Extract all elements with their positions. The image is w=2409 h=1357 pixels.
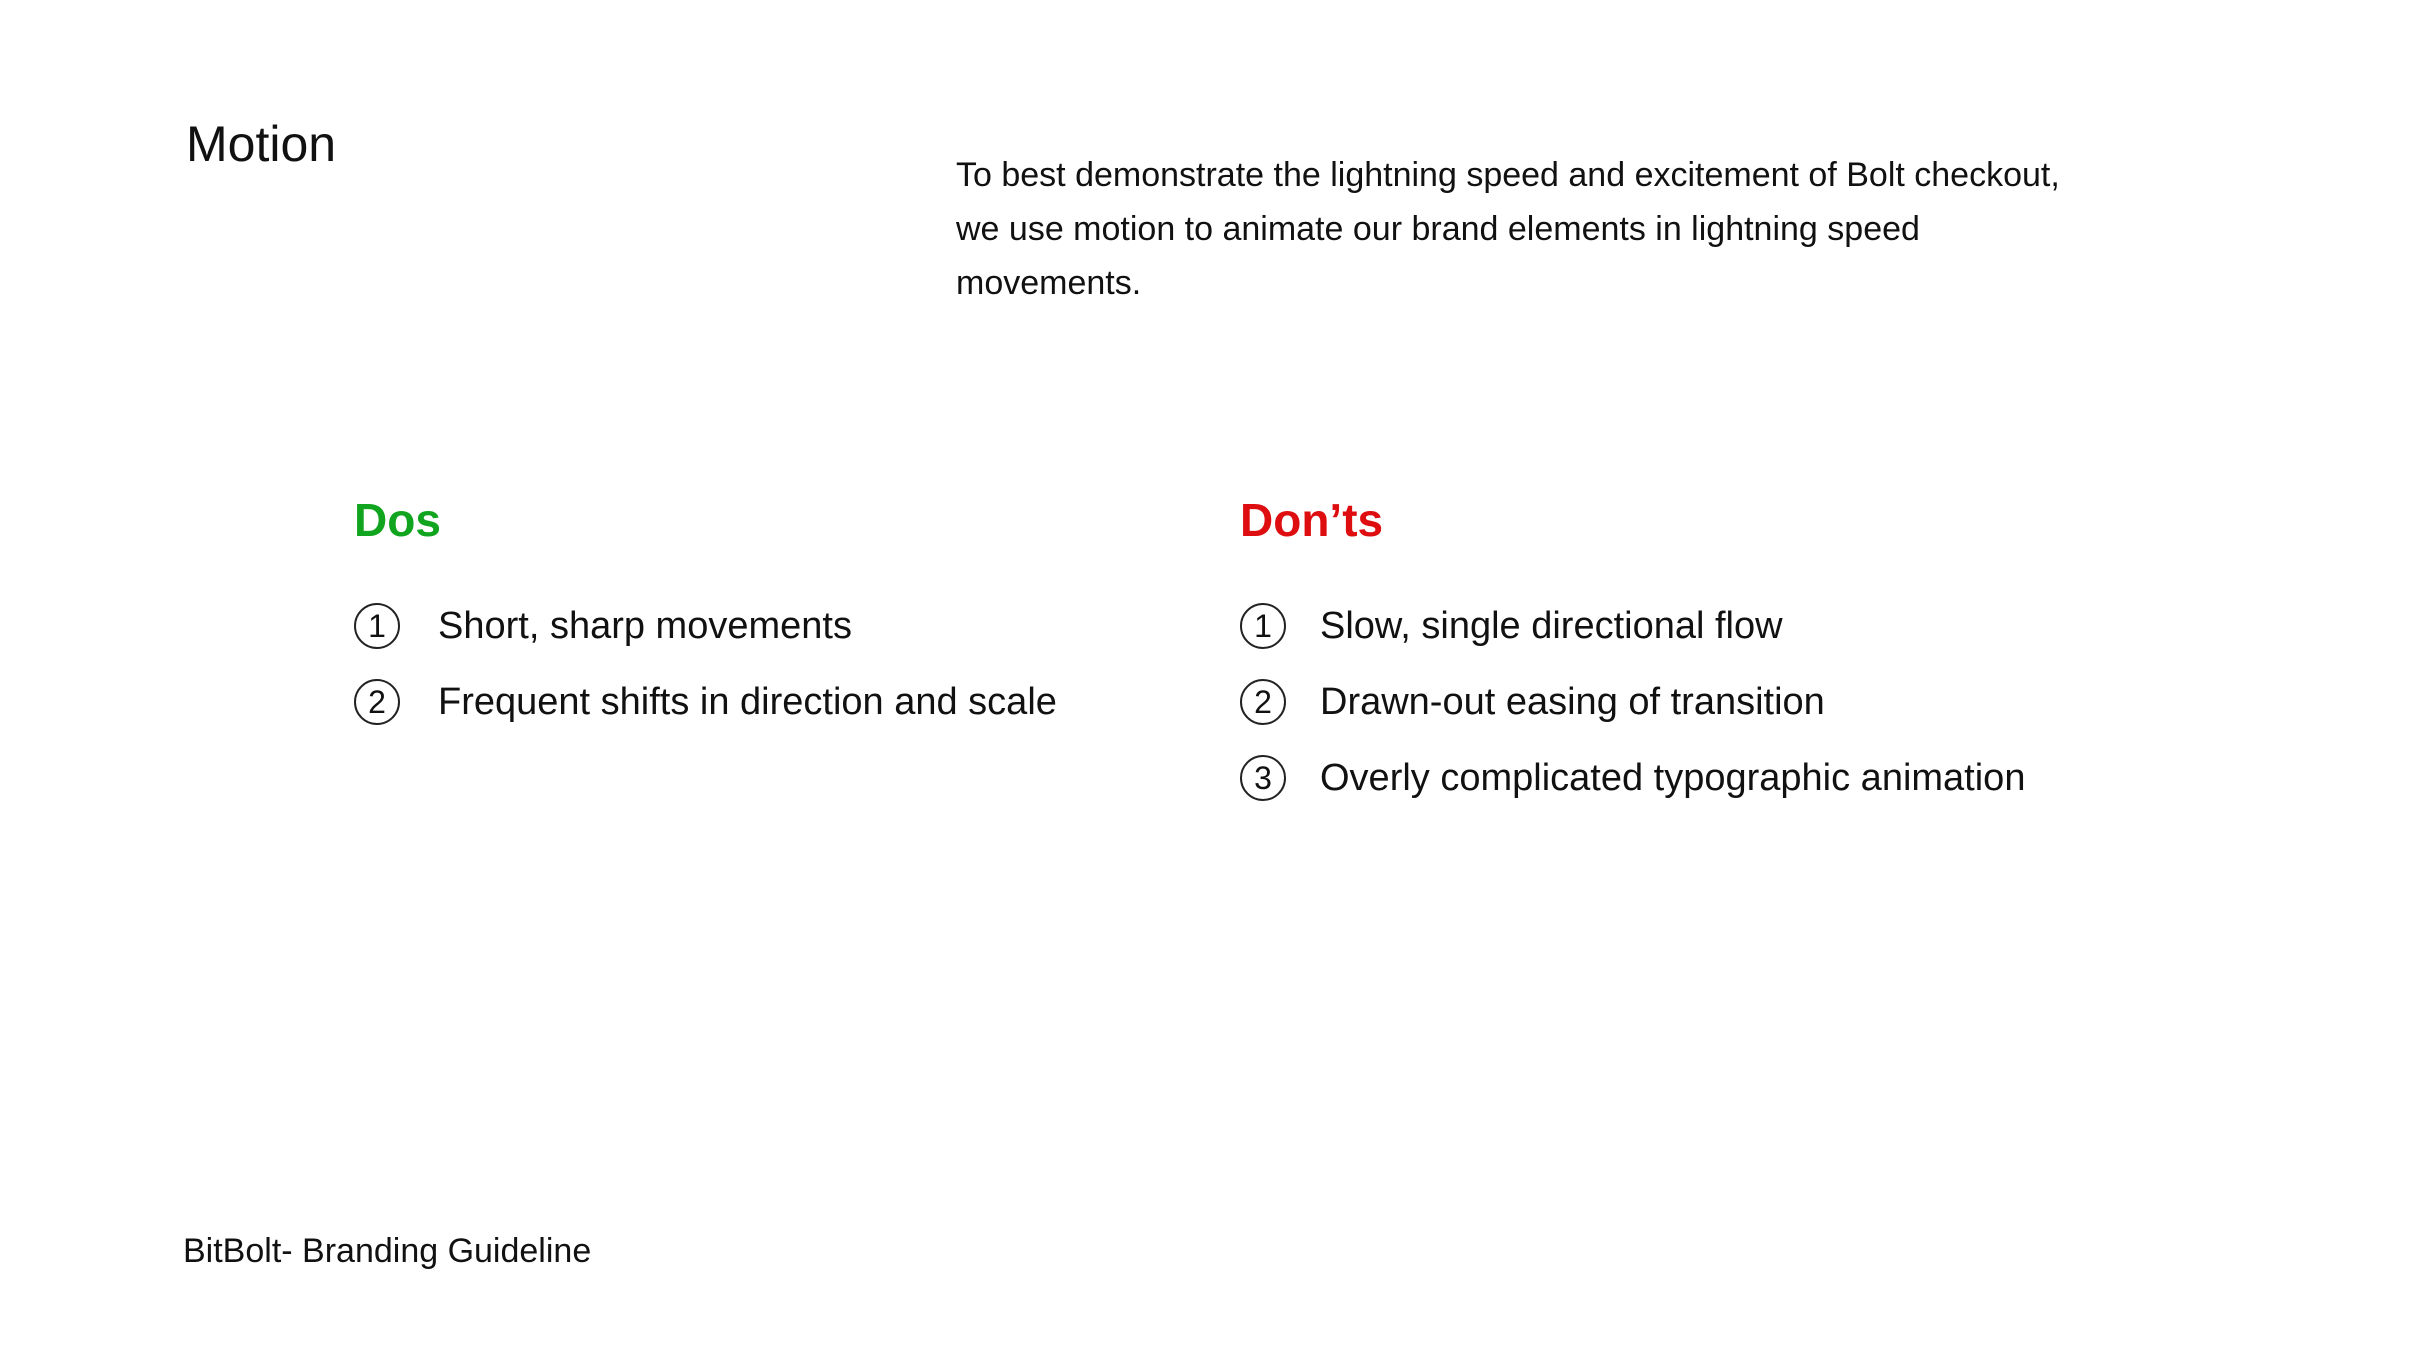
donts-item-text: Overly complicated typographic animation	[1320, 756, 2026, 799]
donts-list-item	[1240, 740, 2025, 816]
footer-text: BitBolt- Branding Guideline	[183, 1232, 592, 1270]
donts-list	[1240, 588, 2025, 816]
number-circle-icon: 1	[354, 603, 400, 649]
dos-section	[354, 488, 1057, 740]
intro-paragraph: To best demonstrate the lightning speed and excitement of Bolt checkout, we use motion to animate our brand elements in lightning speed movements.	[956, 156, 2060, 302]
number-circle-icon: 2	[1240, 679, 1286, 725]
dos-item-text: Frequent shifts in direction and scale	[438, 680, 1057, 723]
dos-list	[354, 588, 1057, 740]
donts-item-text: Drawn-out easing of transition	[1320, 680, 1825, 723]
donts-item-text: Slow, single directional flow	[1320, 604, 1783, 647]
number-circle-icon: 3	[1240, 755, 1286, 801]
dos-heading: Dos	[354, 494, 441, 546]
donts-section	[1240, 488, 2025, 816]
number-circle-icon: 1	[1240, 603, 1286, 649]
dos-item-text: Short, sharp movements	[438, 604, 852, 647]
dos-list-item	[354, 664, 1057, 740]
donts-heading: Don’ts	[1240, 494, 1384, 546]
dos-list-item	[354, 588, 1057, 664]
number-circle-icon: 2	[354, 679, 400, 725]
page-title: Motion	[186, 116, 337, 172]
donts-list-item	[1240, 664, 2025, 740]
donts-list-item	[1240, 588, 2025, 664]
